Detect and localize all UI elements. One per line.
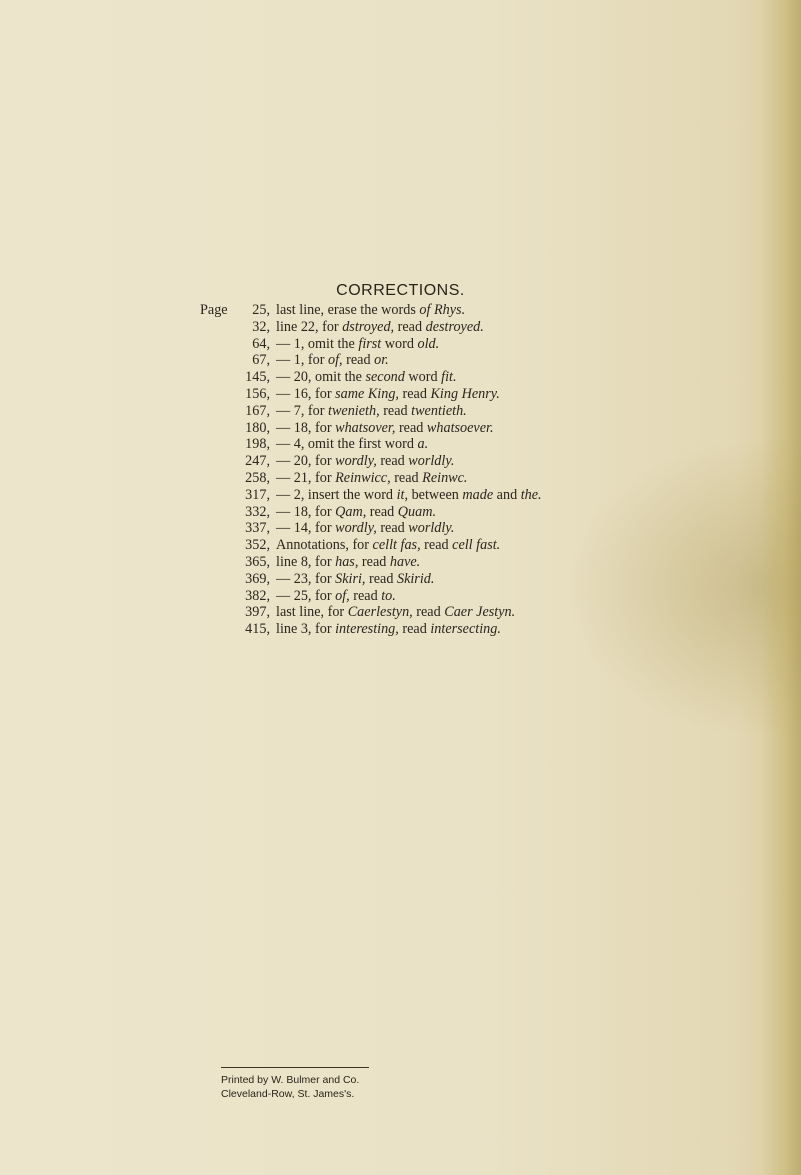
- correction-row: [224, 520, 784, 537]
- correction-italic-word: whatsover,: [335, 419, 396, 436]
- correction-italic-word: cell fast.: [452, 537, 501, 554]
- correction-text: [276, 604, 515, 620]
- printer-imprint: [221, 1073, 359, 1101]
- correction-row: [224, 604, 784, 621]
- correction-italic-word: wordly,: [335, 453, 377, 470]
- correction-text-part: — 20, for: [276, 453, 336, 470]
- correction-text-part: read: [349, 587, 382, 604]
- correction-text-part: read: [376, 520, 409, 537]
- correction-text: [276, 537, 500, 553]
- correction-row: [224, 420, 784, 437]
- correction-italic-word: worldly.: [408, 453, 455, 470]
- correction-italic-word: of,: [328, 352, 343, 369]
- correction-page-number: 198,: [245, 436, 270, 453]
- correction-row: [224, 621, 784, 638]
- correction-italic-word: King Henry.: [430, 385, 500, 402]
- correction-page-number: 67,: [252, 352, 270, 369]
- correction-italic-word: or.: [374, 352, 389, 369]
- correction-text-part: — 2, insert the word: [276, 486, 397, 503]
- correction-page-number: 64,: [252, 335, 270, 352]
- correction-text-part: read: [395, 419, 427, 436]
- correction-text: [276, 319, 484, 335]
- correction-text-part: last line, erase the words: [276, 302, 420, 318]
- correction-row: [224, 386, 784, 403]
- page-label: Page: [200, 302, 228, 318]
- correction-text: [276, 520, 454, 536]
- correction-text-part: between: [408, 486, 463, 503]
- correction-row: [224, 554, 784, 571]
- correction-page-number: 32,: [252, 318, 270, 335]
- correction-text: [276, 470, 467, 486]
- correction-text-part: read: [358, 553, 390, 570]
- correction-text-part: read: [342, 352, 375, 369]
- correction-text-part: and: [493, 486, 521, 503]
- correction-italic-word: Caerlestyn,: [347, 604, 413, 621]
- correction-italic-word: destroyed.: [425, 318, 484, 335]
- correction-italic-word: a.: [417, 436, 429, 453]
- correction-text-part: word: [381, 335, 418, 352]
- correction-text-part: — 1, omit the: [276, 335, 359, 352]
- correction-text-part: — 23, for: [276, 570, 336, 587]
- correction-text-part: Annotations, for: [276, 537, 373, 554]
- correction-text-part: — 20, omit the: [276, 369, 366, 386]
- correction-italic-word: the.: [520, 486, 542, 503]
- correction-page-number: 317,: [245, 486, 270, 503]
- correction-italic-word: Reinwc.: [422, 469, 468, 486]
- correction-text-part: — 18, for: [276, 503, 336, 520]
- page-title: CORRECTIONS.: [336, 282, 465, 299]
- correction-text: [276, 336, 439, 352]
- correction-italic-word: twenieth,: [328, 402, 380, 419]
- correction-text: [276, 386, 500, 402]
- correction-text: [276, 453, 454, 469]
- correction-row: [224, 336, 784, 353]
- correction-page-number: 352,: [245, 537, 270, 554]
- correction-text-part: word: [404, 369, 442, 386]
- correction-text: [276, 369, 457, 385]
- correction-text: [276, 621, 501, 637]
- correction-italic-word: Skiri,: [335, 570, 366, 587]
- correction-italic-word: old.: [417, 335, 440, 352]
- correction-italic-word: whatsoever.: [426, 419, 494, 436]
- correction-page-number: 397,: [245, 604, 270, 621]
- correction-text-part: — 21, for: [276, 469, 336, 486]
- correction-italic-word: Quam.: [397, 503, 436, 520]
- correction-italic-word: of,: [335, 587, 350, 604]
- imprint-line-1: Printed by W. Bulmer and Co.: [221, 1074, 360, 1086]
- correction-row: [224, 588, 784, 605]
- correction-row: [224, 436, 784, 453]
- correction-text-part: — 4, omit the first word: [276, 436, 418, 453]
- correction-italic-word: have.: [389, 553, 421, 570]
- correction-italic-word: same King,: [335, 385, 399, 402]
- correction-text-part: read: [420, 537, 453, 554]
- correction-text-part: read: [366, 503, 398, 520]
- corrections-list: [200, 302, 784, 638]
- correction-text-part: read: [390, 469, 423, 486]
- correction-italic-word: it,: [396, 486, 409, 503]
- correction-italic-word: Qam,: [335, 503, 367, 520]
- correction-text: [276, 504, 436, 520]
- correction-italic-word: Skirid.: [396, 570, 435, 587]
- correction-italic-word: fit.: [441, 369, 457, 386]
- correction-row: [224, 453, 784, 470]
- correction-page-number: 382,: [245, 587, 270, 604]
- correction-page-number: 247,: [245, 453, 270, 470]
- correction-page-number: 25,: [252, 302, 270, 318]
- correction-text-part: read: [398, 621, 431, 638]
- correction-row: [224, 352, 784, 369]
- correction-text-part: read: [376, 453, 409, 470]
- correction-text-part: — 14, for: [276, 520, 336, 537]
- correction-italic-word: of Rhys.: [419, 302, 466, 318]
- correction-page-number: 156,: [245, 385, 270, 402]
- correction-row: [200, 302, 784, 319]
- correction-italic-word: to.: [381, 587, 396, 604]
- correction-text: [276, 571, 434, 587]
- correction-text-part: — 7, for: [276, 402, 329, 419]
- correction-text-part: line 8, for: [276, 553, 336, 570]
- correction-row: [224, 571, 784, 588]
- correction-italic-word: first: [358, 335, 382, 352]
- correction-text-part: — 1, for: [276, 352, 329, 369]
- correction-page-number: 332,: [245, 503, 270, 520]
- correction-text: [276, 588, 396, 604]
- correction-text: [276, 403, 467, 419]
- correction-italic-word: Caer Jestyn.: [444, 604, 516, 621]
- correction-italic-word: has,: [335, 553, 359, 570]
- correction-text-part: read: [379, 402, 412, 419]
- correction-page-number: 415,: [245, 621, 270, 638]
- correction-italic-word: cellt fas,: [372, 537, 421, 554]
- correction-page-number: 167,: [245, 402, 270, 419]
- correction-text: [276, 487, 542, 503]
- correction-text-part: line 3, for: [276, 621, 336, 638]
- correction-text: [276, 436, 428, 452]
- correction-page-number: 369,: [245, 570, 270, 587]
- correction-row: [224, 319, 784, 336]
- correction-text: [276, 302, 465, 318]
- correction-italic-word: made: [462, 486, 494, 503]
- correction-text: [276, 554, 420, 570]
- correction-text-part: read: [394, 318, 426, 335]
- correction-text-part: read: [412, 604, 445, 621]
- correction-italic-word: worldly.: [408, 520, 455, 537]
- correction-text-part: read: [365, 570, 397, 587]
- correction-text-part: last line, for: [276, 604, 348, 621]
- correction-page-number: 145,: [245, 369, 270, 386]
- correction-text: [276, 352, 389, 368]
- imprint-line-2: Cleveland-Row, St. James's.: [221, 1088, 355, 1100]
- imprint-divider: [221, 1067, 369, 1068]
- correction-italic-word: wordly,: [335, 520, 377, 537]
- correction-row: [224, 487, 784, 504]
- correction-row: [224, 504, 784, 521]
- correction-page-number: 337,: [245, 520, 270, 537]
- correction-italic-word: dstroyed,: [342, 318, 395, 335]
- correction-row: [224, 470, 784, 487]
- correction-italic-word: twentieth.: [411, 402, 467, 419]
- correction-italic-word: second: [365, 369, 405, 386]
- correction-text-part: line 22, for: [276, 318, 343, 335]
- correction-page-number: 180,: [245, 419, 270, 436]
- correction-row: [224, 403, 784, 420]
- correction-text-part: read: [398, 385, 431, 402]
- correction-italic-word: Reinwicc,: [335, 469, 391, 486]
- correction-italic-word: intersecting.: [430, 621, 501, 638]
- correction-text-part: — 25, for: [276, 587, 336, 604]
- correction-text-part: — 18, for: [276, 419, 336, 436]
- correction-text-part: — 16, for: [276, 385, 336, 402]
- correction-row: [224, 369, 784, 386]
- correction-page-number: 258,: [245, 469, 270, 486]
- correction-italic-word: interesting,: [335, 621, 399, 638]
- correction-text: [276, 420, 494, 436]
- correction-page-number: 365,: [245, 553, 270, 570]
- correction-row: [224, 537, 784, 554]
